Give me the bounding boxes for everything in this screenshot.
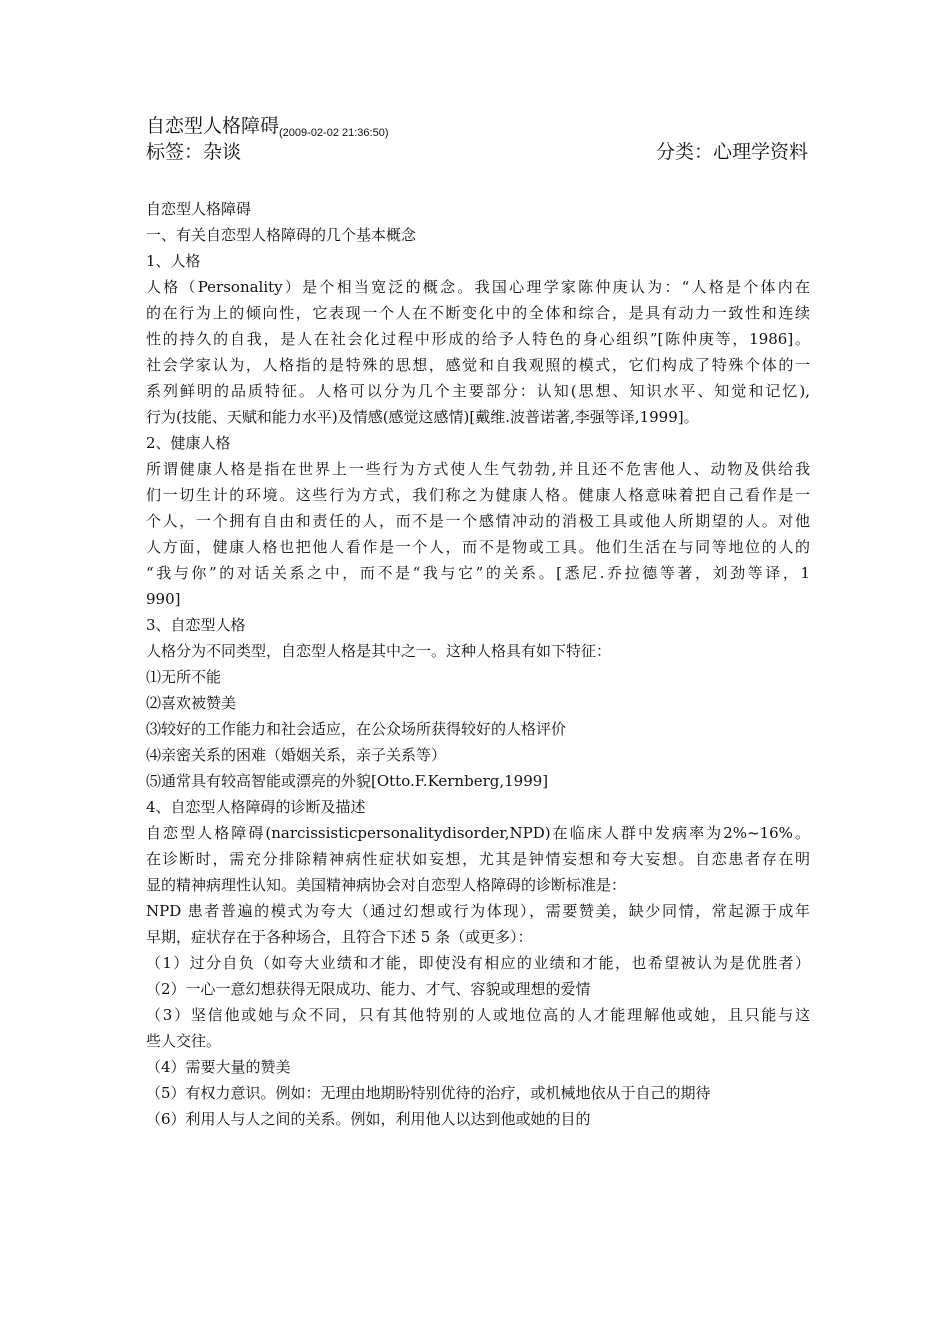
list-item: （2）一心一意幻想获得无限成功、能力、才气、容貌或理想的爱情: [146, 980, 591, 998]
list-item: ⑶较好的工作能力和社会适应，在公众场所获得较好的人格评价: [146, 720, 567, 738]
meta-line: [146, 139, 808, 165]
list-item: ⑵喜欢被赞美: [146, 694, 237, 712]
subsection-heading: 4、自恋型人格障碍的诊断及描述: [146, 798, 366, 816]
list-item: ⑴无所不能: [146, 668, 222, 686]
category-label: 分类：心理学资料: [655, 141, 808, 163]
paragraph-line: “我与你”的对话关系之中，而不是“我与它”的关系。[悉尼.乔拉德等著，刘劲等译，1: [146, 564, 810, 582]
paragraph-line: 显的精神病理性认知。美国精神病协会对自恋型人格障碍的诊断标准是：: [146, 876, 627, 894]
post-timestamp: (2009-02-02 21:36:50): [279, 127, 389, 139]
title-line: [146, 113, 808, 139]
paragraph-line: 早期，症状存在于各种场合，且符合下述 5 条（或更多）：: [146, 928, 533, 946]
paragraph-line: 所谓健康人格是指在世界上一些行为方式使人生气勃勃,并且还不危害他人、动物及供给我: [146, 460, 810, 478]
paragraph-line: 系列鲜明的品质特征。人格可以分为几个主要部分：认知(思想、知识水平、知觉和记忆),: [146, 382, 810, 400]
list-item: （3）坚信他或她与众不同，只有其他特别的人或地位高的人才能理解他或她，且只能与这: [146, 1006, 810, 1024]
list-item: （5）有权力意识。例如：无理由地期盼特别优待的治疗，或机械地依从于自己的期待: [146, 1084, 711, 1102]
paragraph-line: 人方面，健康人格也把他人看作是一个人，而不是物或工具。他们生活在与同等地位的人的: [146, 538, 810, 556]
section-heading: 自恋型人格障碍: [146, 200, 252, 218]
subsection-heading: 3、自恋型人格: [146, 616, 246, 634]
article-header: [146, 113, 808, 165]
list-item: （6）利用人与人之间的关系。例如，利用他人以达到他或她的目的: [146, 1110, 591, 1128]
article-body: [146, 196, 810, 1132]
paragraph-line: 在诊断时，需充分排除精神病性症状如妄想，尤其是钟情妄想和夸大妄想。自恋患者存在明: [146, 850, 810, 868]
paragraph-line: 人格分为不同类型，自恋型人格是其中之一。这种人格具有如下特征：: [146, 642, 612, 660]
paragraph-line: NPD 患者普遍的模式为夸大（通过幻想或行为体现），需要赞美，缺少同情，常起源于成年: [146, 902, 810, 920]
section-heading: 一、有关自恋型人格障碍的几个基本概念: [146, 226, 417, 244]
paragraph-line: 自恋型人格障碍(narcissisticpersonalitydisorder,NPD)在临床人群中发病率为2%~16%。: [146, 824, 810, 842]
list-item: ⑸通常具有较高智能或漂亮的外貌[Otto.F.Kernberg,1999]: [146, 772, 549, 790]
paragraph-line: 个人，一个拥有自由和责任的人，而不是一个感情冲动的消极工具或他人所期望的人。对他: [146, 512, 810, 530]
paragraph-line: 行为(技能、天赋和能力水平)及情感(感觉这感情)[戴维.波普诺著,李强等译,1999]。: [146, 408, 699, 426]
list-item: （1）过分自负（如夸大业绩和才能，即使没有相应的业绩和才能，也希望被认为是优胜者）: [146, 954, 810, 972]
paragraph-line: 们一切生计的环境。这些行为方式，我们称之为健康人格。健康人格意味着把自己看作是一: [146, 486, 810, 504]
article-title: 自恋型人格障碍: [146, 115, 280, 137]
subsection-heading: 2、健康人格: [146, 434, 231, 452]
list-item: ⑷亲密关系的困难（婚姻关系，亲子关系等）: [146, 746, 447, 764]
tag-label: 标签：杂谈: [146, 141, 242, 163]
paragraph-line: 性的持久的自我，是人在社会化过程中形成的给予人特色的身心组织”[陈仲庚等，1986]。: [146, 330, 810, 348]
paragraph-line: 人格（Personality）是个相当宽泛的概念。我国心理学家陈仲庚认为：“人格是个体内在: [146, 278, 810, 296]
paragraph-line: 990]: [146, 590, 181, 608]
list-item: （4）需要大量的赞美: [146, 1058, 291, 1076]
paragraph-line: 的在行为上的倾向性，它表现一个人在不断变化中的全体和综合，是具有动力一致性和连续: [146, 304, 810, 322]
paragraph-line: 社会学家认为，人格指的是特殊的思想，感觉和自我观照的模式，它们构成了特殊个体的一: [146, 356, 810, 374]
subsection-heading: 1、人格: [146, 252, 201, 270]
paragraph-line: 些人交往。: [146, 1032, 222, 1050]
